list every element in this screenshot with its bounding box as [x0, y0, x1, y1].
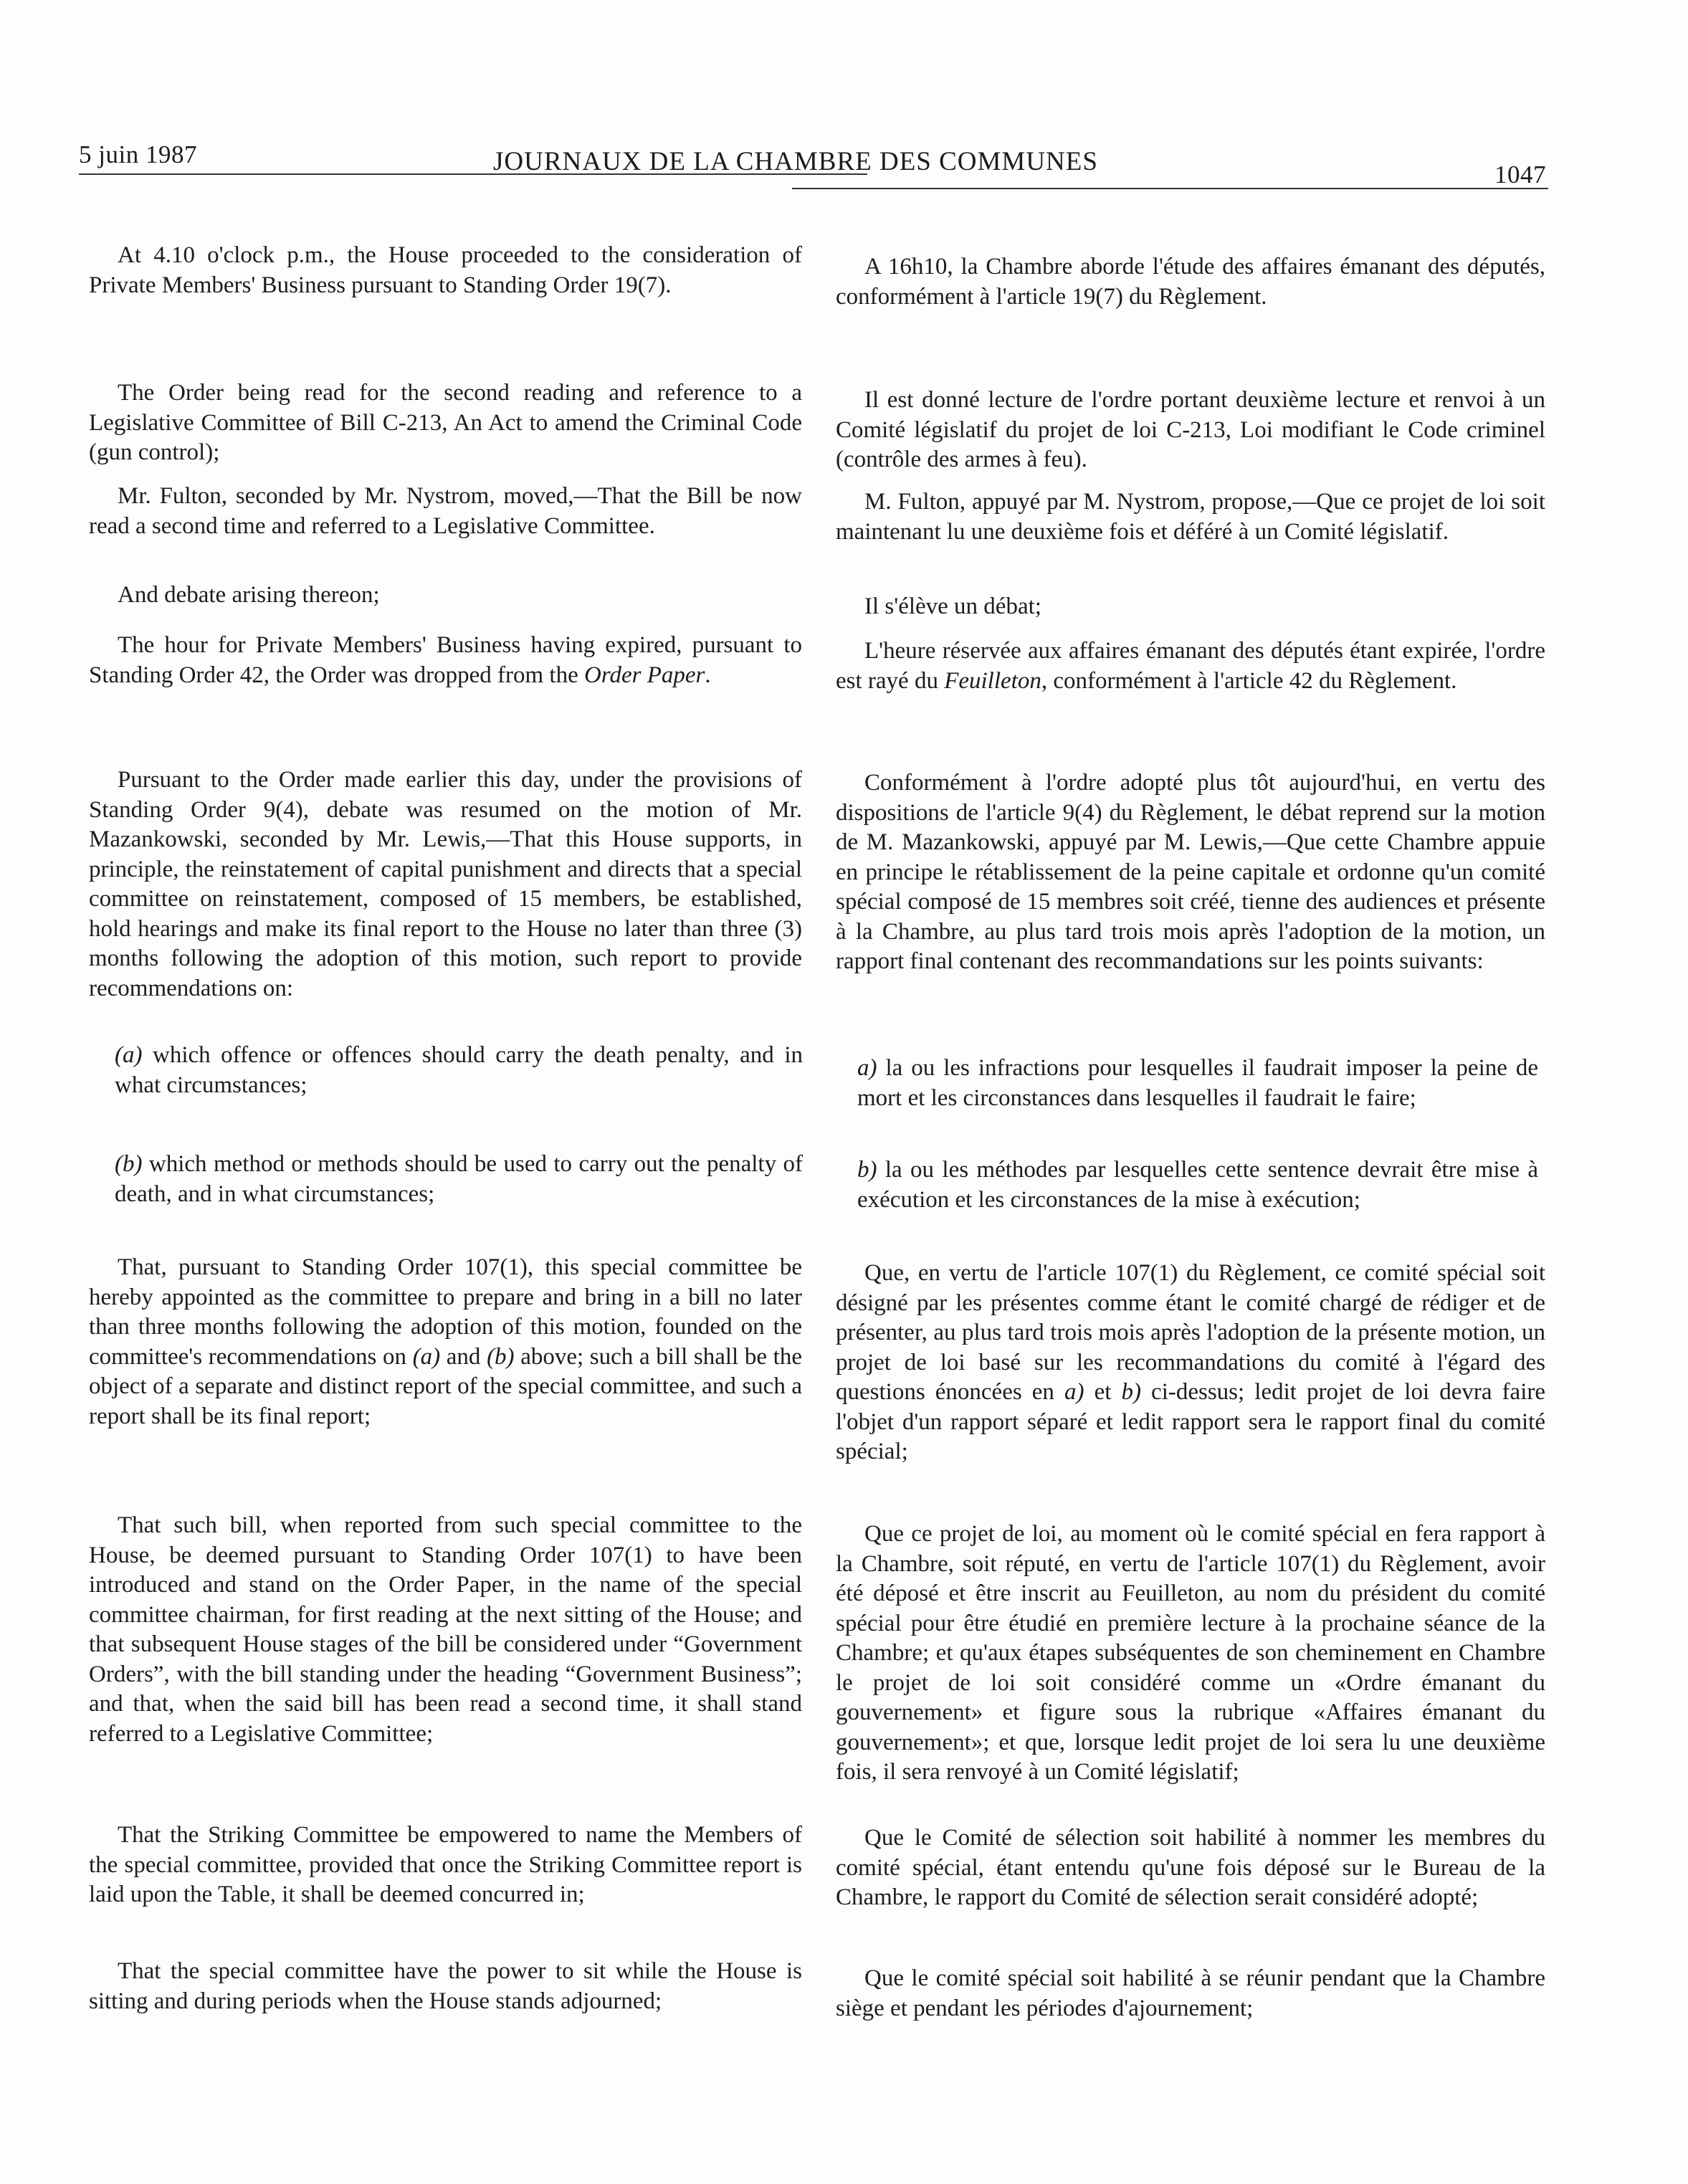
header-date: 5 juin 1987 — [79, 140, 197, 168]
header-rule — [79, 173, 867, 175]
english-paragraph: The hour for Private Members' Business having expired, pursuant to Standing Order 42, the Order was dropped from the Order Paper. — [89, 632, 802, 688]
french-paragraph: M. Fulton, appuyé par M. Nystrom, propose,—Que ce projet de loi soit maintenant lu une deuxième fois et déféré à un Comité législatif. — [836, 489, 1545, 545]
english-paragraph: Mr. Fulton, seconded by Mr. Nystrom, moved,—That the Bill be now read a second time and referred to a Legislative Committee. — [89, 483, 802, 539]
french-paragraph: Il s'élève un débat; — [864, 593, 1041, 619]
french-paragraph: L'heure réservée aux affaires émanant des députés étant expirée, l'ordre est rayé du Feuilleton, conformément à l'article 42 du Règlement. — [836, 638, 1545, 694]
page-number: 1047 — [1494, 161, 1546, 189]
english-paragraph: That the Striking Committee be empowered to name the Members of the special committee, provided that once the Striking Committee report is laid upon the Table, it shall be deemed concurred in; — [89, 1822, 802, 1907]
french-list-item: a) la ou les infractions pour lesquelles il faudrait imposer la peine de mort et les circonstances dans lesquelles il faudrait le faire; — [857, 1055, 1538, 1111]
french-list-item: b) la ou les méthodes par lesquelles cette sentence devrait être mise à exécution et les circonstances de la mise à exécution; — [857, 1157, 1538, 1213]
english-list-item: (a) which offence or offences should carry the death penalty, and in what circumstances; — [115, 1042, 803, 1098]
french-paragraph: Que le comité spécial soit habilité à se réunir pendant que la Chambre siège et pendant les périodes d'ajournement; — [836, 1965, 1545, 2021]
french-paragraph: A 16h10, la Chambre aborde l'étude des affaires émanant des députés, conformément à l'article 19(7) du Règlement. — [836, 254, 1545, 310]
english-list-item: (b) which method or methods should be used to carry out the penalty of death, and in what circumstances; — [115, 1151, 803, 1207]
english-paragraph: At 4.10 o'clock p.m., the House proceeded to the consideration of Private Members' Business pursuant to Standing Order 19(7). — [89, 242, 802, 298]
english-paragraph: The Order being read for the second reading and reference to a Legislative Committee of Bill C-213, An Act to amend the Criminal Code (gun control); — [89, 380, 802, 465]
french-paragraph: Il est donné lecture de l'ordre portant deuxième lecture et renvoi à un Comité législatif du projet de loi C-213, Loi modifiant le Code criminel (contrôle des armes à feu). — [836, 387, 1545, 472]
english-paragraph: And debate arising thereon; — [118, 582, 380, 608]
french-paragraph: Conformément à l'ordre adopté plus tôt aujourd'hui, en vertu des dispositions de l'article 9(4) du Règlement, le débat reprend sur la motion de M. Mazankowski, appuyé par M. Lewis,—Que cette Chambre appuie en principe le rétablissement de la peine capitale et ordonne qu'un comité spécial composé de 15 membres soit créé, tienne des audiences et présente à la Chambre, au plus tard trois mois après l'adoption de la motion, un rapport final contenant des recommandations sur les points suivants: — [836, 770, 1545, 974]
french-paragraph: Que le Comité de sélection soit habilité à nommer les membres du comité spécial, étant entendu qu'une fois déposé sur le Bureau de la Chambre, le rapport du Comité de sélection serait considéré adopté; — [836, 1825, 1545, 1910]
header-title: JOURNAUX DE LA CHAMBRE DES COMMUNES — [493, 147, 1098, 176]
french-paragraph: Que ce projet de loi, au moment où le comité spécial en fera rapport à la Chambre, soit réputé, en vertu de l'article 107(1) du Règlement, avoir été déposé et être inscrit au Feuilleton, au nom du président du comité spécial pour être étudié en première lecture à la prochaine séance de la Chambre; et qu'aux étapes subséquentes de son cheminement en Chambre le projet de loi soit considéré comme un «Ordre émanant du gouvernement» et figure sous la rubrique «Affaires émanant du gouvernement»; et que, lorsque ledit projet de loi sera lu une deuxième fois, il sera renvoyé à un Comité législatif; — [836, 1521, 1545, 1785]
english-paragraph: Pursuant to the Order made earlier this day, under the provisions of Standing Order 9(4), debate was resumed on the motion of Mr. Mazankowski, seconded by Mr. Lewis,—That this House supports, in principle, the reinstatement of capital punishment and directs that a special committee on reinstatement, composed of 15 members, be established, hold hearings and make its final report to the House no later than three (3) months following the adoption of this motion, such report to provide recommendations on: — [89, 767, 802, 1001]
french-paragraph: Que, en vertu de l'article 107(1) du Règlement, ce comité spécial soit désigné par les présentes comme étant le comité chargé de rédiger et de présenter, au plus tard trois mois après l'adoption de la présente motion, un projet de loi basé sur les recommandations du comité à l'égard des questions énoncées en a) et b) ci-dessus; ledit projet de loi devra faire l'objet d'un rapport séparé et ledit rapport sera le rapport final du comité spécial; — [836, 1260, 1545, 1464]
running-header — [79, 140, 1548, 191]
english-paragraph: That, pursuant to Standing Order 107(1), this special committee be hereby appointed as the committee to prepare and bring in a bill no later than three months following the adoption of this motion, founded on the committee's recommendations on (a) and (b) above; such a bill shall be the object of a separate and distinct report of the special committee, and such a report shall be its final report; — [89, 1254, 802, 1429]
english-paragraph: That the special committee have the power to sit while the House is sitting and during periods when the House stands adjourned; — [89, 1958, 802, 2014]
header-rule — [792, 188, 1548, 189]
english-paragraph: That such bill, when reported from such special committee to the House, be deemed pursuant to Standing Order 107(1) to have been introduced and stand on the Order Paper, in the name of the special committee chairman, for first reading at the next sitting of the House; and that subsequent House stages of the bill be considered under “Government Orders”, with the bill standing under the heading “Government Business”; and that, when the said bill has been read a second time, it shall stand referred to a Legislative Committee; — [89, 1512, 802, 1747]
